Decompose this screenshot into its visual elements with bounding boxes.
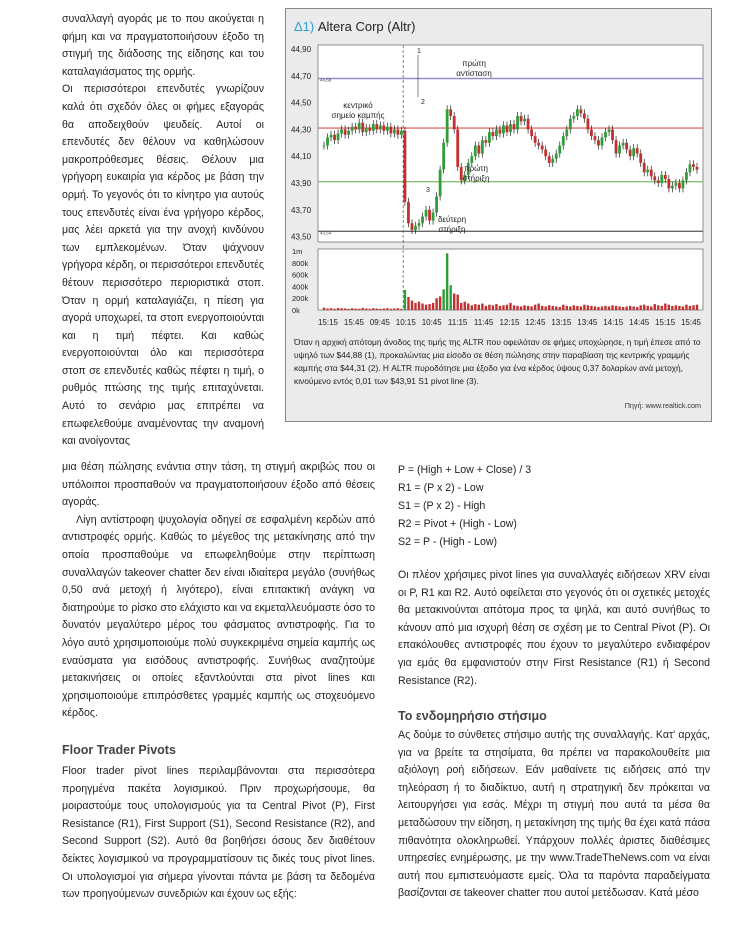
x-tick-label: 11:15 xyxy=(447,318,468,327)
volume-bar xyxy=(386,308,388,310)
candle-body xyxy=(477,146,480,154)
volume-bar xyxy=(506,305,508,310)
volume-bar xyxy=(464,302,466,310)
price-plot-area xyxy=(318,45,703,242)
volume-bar xyxy=(625,306,627,310)
candle-body xyxy=(674,183,677,186)
left-column-top xyxy=(62,11,264,451)
volume-bar xyxy=(682,306,684,310)
annotation-marker: 1 xyxy=(417,48,421,55)
candle-body xyxy=(530,129,533,136)
y-tick-label: 44,10 xyxy=(291,152,312,162)
candle-body xyxy=(411,223,414,230)
x-tick-label: 15:45 xyxy=(680,318,702,327)
candle-body xyxy=(579,109,582,113)
volume-bar xyxy=(692,305,694,310)
volume-bar xyxy=(432,303,434,310)
volume-bar xyxy=(478,305,480,310)
candle-body xyxy=(421,217,424,224)
volume-bar xyxy=(323,308,325,310)
x-tick-label: 09:45 xyxy=(369,318,390,327)
candle-body xyxy=(527,119,530,130)
candle-body xyxy=(646,170,649,173)
candle-body xyxy=(393,129,396,133)
left-column-bottom xyxy=(62,459,375,723)
volume-bar xyxy=(604,306,606,310)
annotation-marker: 2 xyxy=(421,99,425,106)
volume-bar xyxy=(587,305,589,310)
candle-body xyxy=(523,119,526,122)
x-tick-label: 15:45 xyxy=(343,318,364,327)
x-tick-label: 15:15 xyxy=(317,318,339,327)
level-label: πρώτη xyxy=(462,59,486,68)
candle-body xyxy=(492,132,495,136)
volume-bar xyxy=(668,305,670,310)
volume-bar xyxy=(499,306,501,310)
candle-body xyxy=(692,164,695,167)
candle-body xyxy=(587,119,590,130)
volume-bar xyxy=(530,306,532,310)
volume-bar xyxy=(661,306,663,310)
volume-bar xyxy=(569,306,571,310)
volume-bar xyxy=(516,306,518,310)
candle-body xyxy=(629,150,632,157)
volume-bar xyxy=(383,309,385,310)
volume-bar xyxy=(611,305,613,310)
volume-bar xyxy=(418,302,420,310)
volume-bar xyxy=(548,305,550,310)
volume-bar xyxy=(654,304,656,310)
volume-bar xyxy=(397,308,399,310)
candle-body xyxy=(453,116,456,129)
volume-bar xyxy=(647,306,649,310)
candle-body xyxy=(396,129,399,134)
level-label: αντίσταση xyxy=(456,69,492,78)
candle-body xyxy=(615,140,618,153)
candle-body xyxy=(323,146,326,147)
candle-body xyxy=(442,143,445,170)
figure-title-text: Altera Corp (Altr) xyxy=(317,19,416,34)
candle-body xyxy=(407,202,410,223)
volume-bar xyxy=(583,305,585,310)
candle-body xyxy=(558,146,561,154)
candle-body xyxy=(439,170,442,197)
section-heading: Floor Trader Pivots xyxy=(62,743,176,757)
volume-bar xyxy=(337,308,339,310)
volume-bar xyxy=(369,309,371,310)
candle-body xyxy=(625,143,628,150)
level-label: στήριξη xyxy=(438,225,466,234)
pivot-line-tag: 44,68 xyxy=(320,77,332,83)
candle-body xyxy=(685,172,688,180)
candle-body xyxy=(435,196,438,212)
volume-bar xyxy=(362,308,364,310)
price-chart xyxy=(286,9,711,331)
candle-body xyxy=(657,180,660,183)
volume-bar xyxy=(372,308,374,310)
volume-bar xyxy=(488,305,490,310)
volume-bar xyxy=(411,301,413,310)
y-tick-label: 44,50 xyxy=(291,98,312,108)
candle-body xyxy=(678,183,681,188)
volume-bar xyxy=(608,306,610,310)
volume-bar xyxy=(485,306,487,310)
volume-bar xyxy=(675,305,677,310)
volume-bar xyxy=(376,309,378,310)
candle-body xyxy=(537,143,540,146)
volume-bar xyxy=(333,309,335,310)
candle-body xyxy=(344,129,347,134)
candle-body xyxy=(562,136,565,145)
volume-bar xyxy=(615,306,617,310)
volume-bar xyxy=(421,304,423,310)
volume-bar xyxy=(513,305,515,310)
volume-bar xyxy=(351,308,353,310)
section-body: Floor trader pivot lines περιλαμβάνονται στα περισσότερα προηγμένα πακέτα λογισμικού. Πριν προχωρήσουμε, θα μοιραστούμε τους υπολογισμούς για τα Central Pivot (P), First Resistance (R1), First Support (S1), Second Resistance (R2), and Second Support (S2). Αυτό θα βοηθήσει όσους δεν διαθέτουν δείκτες λογισμικού να προγραμματίσουν τις δικές τους pivot lines. Οι υπολογισμοί για σήμερα γίνονται πάντα με βάση τα δεδομένα των προηγούμενων συνεδριών και έχουν ως εξής: xyxy=(62,765,375,901)
candle-body xyxy=(551,159,554,163)
volume-bar xyxy=(509,303,511,310)
pivot-line-tag: 43,54 xyxy=(320,230,332,236)
candle-body xyxy=(632,148,635,156)
candle-body xyxy=(667,179,670,188)
x-tick-label: 12:15 xyxy=(499,318,520,327)
volume-bar xyxy=(502,305,504,310)
candle-body xyxy=(576,109,579,116)
volume-bar xyxy=(481,304,483,310)
volume-bar xyxy=(460,303,462,310)
annotation-marker: 3 xyxy=(426,187,430,194)
volume-tick-label: 200k xyxy=(292,294,309,304)
volume-bar xyxy=(534,305,536,310)
volume-bar xyxy=(474,304,476,310)
candle-body xyxy=(340,129,343,133)
volume-bar xyxy=(404,290,406,310)
volume-bar xyxy=(442,289,444,310)
candle-body xyxy=(446,109,449,143)
paragraph: μια θέση πώλησης ενάντια στην τάση, τη στιγμή ακριβώς που οι υπόλοιποι προσπαθούν να πραγματοποιήσουν έξοδο από θέσεις αγοράς. xyxy=(62,461,375,509)
formula-pivot: P = (High + Low + Close) / 3 xyxy=(398,464,532,476)
candle-body xyxy=(513,124,516,129)
level-label: δεύτερη xyxy=(437,215,467,224)
volume-bar xyxy=(365,309,367,310)
volume-bar xyxy=(358,309,360,310)
candle-body xyxy=(481,140,484,153)
volume-bar xyxy=(573,305,575,310)
candle-body xyxy=(506,125,509,132)
volume-bar xyxy=(643,305,645,310)
volume-bar xyxy=(552,306,554,310)
level-label: πρώτη xyxy=(464,164,488,173)
formula-r1: R1 = (P x 2) - Low xyxy=(398,482,484,494)
candle-body xyxy=(608,129,611,132)
volume-bar xyxy=(449,285,451,310)
x-tick-label: 14:45 xyxy=(629,318,650,327)
volume-bar xyxy=(559,307,561,310)
volume-bar xyxy=(689,306,691,310)
candle-body xyxy=(488,132,491,143)
volume-bar xyxy=(326,309,328,310)
y-tick-label: 43,50 xyxy=(291,232,312,242)
x-tick-label: 15:15 xyxy=(655,318,676,327)
candle-body xyxy=(565,129,568,136)
formula-s1: S1 = (P x 2) - High xyxy=(398,500,486,512)
candle-body xyxy=(604,132,607,137)
candle-body xyxy=(660,175,663,183)
y-tick-label: 44,70 xyxy=(291,71,312,81)
volume-bar xyxy=(601,306,603,310)
x-tick-label: 10:45 xyxy=(421,318,442,327)
volume-bar xyxy=(618,306,620,310)
candle-body xyxy=(337,133,340,140)
volume-bar xyxy=(639,305,641,310)
candle-body xyxy=(636,148,639,153)
candle-body xyxy=(361,123,364,132)
candle-body xyxy=(516,116,519,129)
volume-bar xyxy=(632,306,634,310)
figure-caption: Όταν η αρχική απότομη άνοδος της τιμής της ALTR που οφειλόταν σε φήμες υποχώρησε, η τιμή έπεσε από το υψηλό των $44,88 (1), προκαλώντας μια είσοδο σε θέση πώλησης στην παραβίαση της κεντρικής γραμμής καμπής στα $44,31 (2). Η ALTR πυροδότησε μια έξοδο για ένα κέρδος ύψους 0,37 δολαρίων ανά μετοχή, κινούμενο εντός 0,01 των $43,91 S1 pivot line (3). xyxy=(294,337,701,386)
y-tick-label: 44,90 xyxy=(291,45,312,55)
candle-body xyxy=(555,154,558,159)
candle-body xyxy=(347,131,350,135)
candle-body xyxy=(664,175,667,179)
volume-bar xyxy=(523,305,525,310)
volume-bar xyxy=(390,309,392,310)
volume-bar xyxy=(597,307,599,310)
volume-bar xyxy=(580,306,582,310)
volume-plot-area xyxy=(318,249,703,310)
candle-body xyxy=(351,127,354,131)
volume-bar xyxy=(576,306,578,310)
candle-body xyxy=(372,124,375,131)
candle-body xyxy=(520,116,523,121)
candle-body xyxy=(432,213,435,221)
volume-bar xyxy=(590,306,592,310)
volume-bar xyxy=(457,295,459,310)
x-tick-label: 13:15 xyxy=(551,318,572,327)
candle-body xyxy=(597,140,600,145)
volume-bar xyxy=(664,304,666,310)
volume-bar xyxy=(393,309,395,310)
candle-body xyxy=(650,170,653,177)
candle-body xyxy=(618,146,621,154)
candle-body xyxy=(643,163,646,172)
y-tick-label: 44,30 xyxy=(291,125,312,135)
candle-body xyxy=(653,176,656,180)
candle-body xyxy=(330,135,333,138)
volume-tick-label: 400k xyxy=(292,282,309,292)
volume-bar xyxy=(696,305,698,310)
candle-body xyxy=(689,164,692,172)
volume-bar xyxy=(495,304,497,310)
volume-bar xyxy=(562,305,564,310)
volume-bar xyxy=(446,253,448,310)
candle-body xyxy=(456,129,459,167)
section-heading: Το ενδομηρήσιο στήσιμο xyxy=(398,709,547,723)
candle-body xyxy=(484,140,487,143)
level-label: σημείο καμπής xyxy=(331,111,385,120)
volume-bar xyxy=(636,307,638,310)
candle-body xyxy=(428,210,431,221)
candle-body xyxy=(611,129,614,140)
candle-body xyxy=(544,150,547,157)
formula-list xyxy=(398,461,531,551)
volume-bar xyxy=(527,306,529,310)
volume-tick-label: 1m xyxy=(292,247,303,256)
volume-bar xyxy=(471,305,473,310)
section-body: Ας δούμε το σύνθετες στήσιμο αυτής της συναλλαγής. Κατ' αρχάς, για να βρείτε τα στησίματα, θα πρέπει να παρακολουθείτε μια αξιόλογη ροή ειδήσεων. Εάν μαθαίνετε τις ειδήσεις από την τηλεόραση ή το διαδίκτυο, αυτή η στρατηγική δεν πρόκειται να λειτουργήσει για εσάς. Μέχρι τη στιγμή που αυτά τα μέσα θα μεταδώσουν την είδηση, η μετακίνηση της τιμής θα έχει κατά πάσα πιθανότητα ολοκληρωθεί. Υπάρχουν πολλές άριστες διαθέσιμες υπηρεσίες ενημέρωσης, με την www.TradeTheNews.com να είναι αυτή που εμπιστευόμαστε εμείς. Όλα τα παρόντα παραδείγματα βασίζονται σε takeover chatter που αυτοί μετέδωσαν. Κατά μέσο xyxy=(398,729,710,900)
candle-body xyxy=(590,129,593,136)
candle-body xyxy=(326,137,329,145)
volume-bar xyxy=(414,303,416,310)
volume-bar xyxy=(657,305,659,310)
volume-bar xyxy=(492,305,494,310)
x-tick-label: 14:15 xyxy=(603,318,624,327)
volume-bar xyxy=(520,306,522,310)
formula-s2: S2 = P - (High - Low) xyxy=(398,536,498,548)
volume-bar xyxy=(453,293,455,310)
candle-body xyxy=(382,125,385,130)
candle-body xyxy=(569,119,572,130)
volume-bar xyxy=(629,306,631,310)
candle-body xyxy=(583,113,586,118)
volume-bar xyxy=(467,304,469,310)
candle-body xyxy=(425,210,428,217)
candle-body xyxy=(449,109,452,116)
y-tick-label: 43,70 xyxy=(291,205,312,215)
candle-body xyxy=(502,125,505,133)
candle-body xyxy=(358,123,361,130)
figure-box xyxy=(285,8,712,422)
candle-body xyxy=(682,180,685,188)
candle-body xyxy=(368,128,371,131)
candle-body xyxy=(474,146,477,157)
volume-bar xyxy=(671,306,673,310)
volume-bar xyxy=(400,309,402,310)
volume-bar xyxy=(537,304,539,310)
candle-body xyxy=(495,129,498,136)
x-tick-label: 10:15 xyxy=(395,318,416,327)
candle-body xyxy=(534,136,537,143)
formula-r2: R2 = Pivot + (High - Low) xyxy=(398,518,517,530)
volume-bar xyxy=(650,306,652,310)
candle-body xyxy=(622,143,625,146)
candle-body xyxy=(696,167,699,170)
volume-bar xyxy=(379,309,381,310)
candle-body xyxy=(404,131,407,202)
figure-source: Πηγή: www.realtick.com xyxy=(624,401,701,410)
volume-bar xyxy=(685,305,687,310)
candle-body xyxy=(470,156,473,163)
right-paragraph: Οι πλέον χρήσιμες pivot lines για συναλλαγές ειδήσεων XRV είναι οι P, R1 και R2. Αυτό οφείλεται στο γεγονός ότι οι σχετικές μετοχές θα μετακινούνται απότομα προς τα ψηλά, και αυτό συνήθως το κάνουν από μια ισχυρή θέση σε σχέση με το Central Pivot (P). Οι επακόλουθες αντιστροφές που έχουν το μεγαλύτερο ενδιαφέρον για εμάς θα εμφανιστούν στην First Resistance (R1) ή Second Resistance (R2). xyxy=(398,569,710,687)
volume-bar xyxy=(544,306,546,310)
x-tick-label: 11:45 xyxy=(473,318,494,327)
paragraph: συναλλαγή αγοράς με το που ακούγεται η φήμη και να πραγματοποιήσουν έξοδο τη στιγμή της διάδοσης της είδησης και του καταλαγιάσματος της ορμής. xyxy=(62,13,264,78)
volume-tick-label: 0k xyxy=(292,306,300,315)
volume-bar xyxy=(566,306,568,310)
y-tick-label: 43,90 xyxy=(291,179,312,189)
volume-bar xyxy=(594,306,596,310)
candle-body xyxy=(414,226,417,230)
volume-bar xyxy=(428,304,430,310)
candle-body xyxy=(375,124,378,129)
candle-body xyxy=(541,146,544,150)
paragraph: Οι περισσότεροι επενδυτές γνωρίζουν καλά ότι σχεδόν όλες οι φήμες εξαγοράς θα αποδειχθούν ψευδείς. Αυτοί οι επενδυτές δεν θέλουν να καθηλώσουν μακροπρόθεσμες θέσεις. Θέλουν μια γρήγορη ευκαιρία για κέρδος με βάση την ορμή. Το γεγονός ότι το κίνητρο για αυτούς τους επενδυτές είναι ένα γρήγορο κέρδος, μας λέει αρκετά για την ανοχή κινδύνου των εμπλεκομένων. Όταν ψάχνουν γρήγορα κέρδη, οι περισσότεροι επενδυτές θέτουν περισσότερο περιοριστικά στοπ. Όταν η ορμή καταλαγιάζει, η πίεση για αγορά υποχωρεί, τα στοπ ενεργοποιούνται και η τιμή πέφτει. Και καθώς ενεργοποιούνται όλο και περισσότερα στοπ σε επενδυτές καθώς πέφτει η τιμή, ο ρυθμός πτώσης της τιμής επιταχύνεται. Αυτό το σενάριο μας επιτρέπει να επωφελεθούμε αναμένοντας την αναμονή και ανοίγοντας xyxy=(62,83,264,448)
candle-body xyxy=(418,223,421,226)
volume-bar xyxy=(555,306,557,310)
volume-bar xyxy=(678,306,680,310)
volume-bar xyxy=(330,308,332,310)
candle-body xyxy=(386,127,389,131)
volume-bar xyxy=(435,298,437,310)
candle-body xyxy=(354,127,357,130)
level-label: κεντρικό xyxy=(343,101,373,110)
volume-bar xyxy=(347,309,349,310)
volume-tick-label: 800k xyxy=(292,258,309,268)
volume-bar xyxy=(340,308,342,310)
candle-body xyxy=(509,124,512,132)
volume-bar xyxy=(354,309,356,310)
candle-body xyxy=(572,116,575,119)
figure-index: Δ1) xyxy=(294,19,315,34)
volume-tick-label: 600k xyxy=(292,270,309,280)
candle-body xyxy=(639,154,642,163)
candle-body xyxy=(548,156,551,163)
candle-body xyxy=(379,125,382,129)
volume-bar xyxy=(425,305,427,310)
candle-body xyxy=(389,127,392,134)
candle-body xyxy=(601,137,604,145)
volume-bar xyxy=(622,307,624,310)
volume-bar xyxy=(407,297,409,310)
candle-body xyxy=(365,128,368,132)
x-tick-label: 13:45 xyxy=(577,318,598,327)
level-label: στήριξη xyxy=(462,174,490,183)
candle-body xyxy=(400,131,403,135)
volume-bar xyxy=(344,309,346,310)
candle-body xyxy=(594,136,597,140)
x-tick-label: 12:45 xyxy=(525,318,546,327)
volume-bar xyxy=(541,306,543,310)
volume-bar xyxy=(439,296,441,310)
candle-body xyxy=(333,135,336,140)
candle-body xyxy=(671,186,674,189)
paragraph: Λίγη αντίστροφη ψυχολογία οδηγεί σε εσφαλμένη κερδών από αντιστροφές ορμής. Καθώς το μέγεθος της μετακίνησης από την οποία προσπαθούμε να επωφεληθούμε στην περίπτωση συναλλαγών takeover chatter δεν είναι ιδιαίτερα μεγάλο (συνήθως 0,50 ανά μετοχή ή λιγότερο), είναι επιτακτική ανάγκη να διατηρούμε το ρίσκο στο ελάχιστο και να εκμεταλλευόμαστε όσο το δυνατόν μεγαλύτερο μέρος του φάσματος αντιστροφής. Για το λόγο αυτό χρησιμοποιούμε πολύ συγκεκριμένα σημεία καμπής ως εναύσματα για εισόδους αντιστροφής. Συνήθως αναζητούμε μετακινήσεις οι οποίες εξαντλούνται στα pivot lines και χρησιμοποιούμε επιπρόσθετες γραμμές καμπής ως στοχευόμενο κέρδος. xyxy=(62,513,375,720)
candle-body xyxy=(499,129,502,133)
